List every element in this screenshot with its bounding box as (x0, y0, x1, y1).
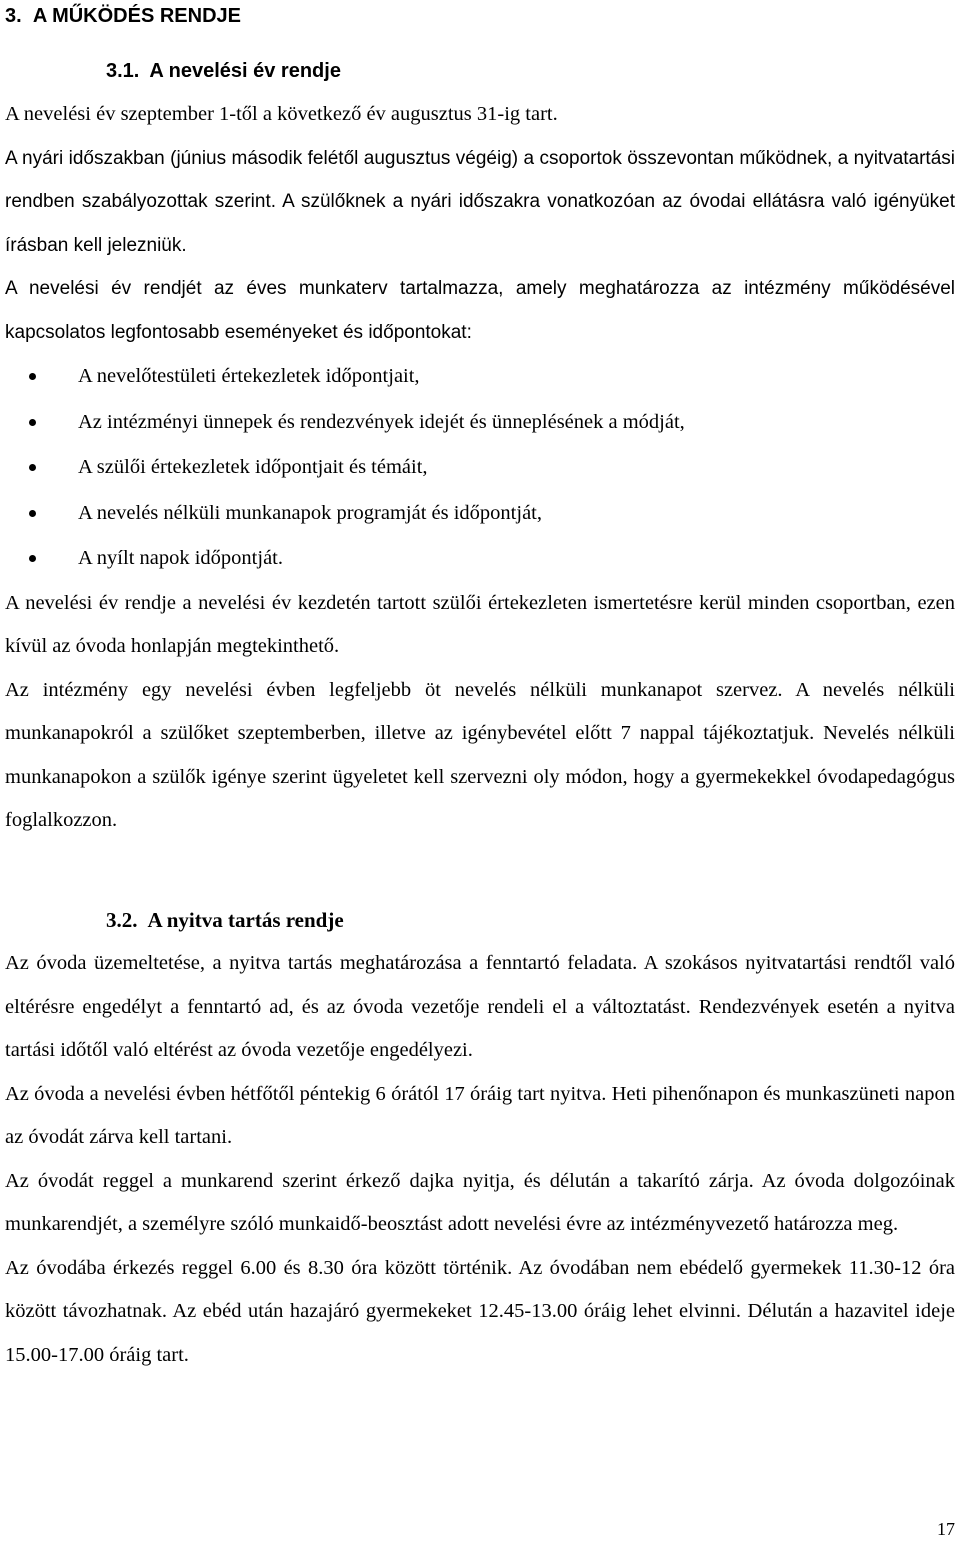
paragraph: A nevelési év szeptember 1-től a következő év augusztus 31-ig tart. (5, 103, 558, 125)
bullet-icon (29, 555, 36, 562)
list-item-text: Az intézményi ünnepek és rendezvények idejét és ünneplésének a módját, (78, 410, 685, 433)
bullet-icon (29, 373, 36, 380)
subsection-3-2-body (5, 942, 955, 1377)
paragraph: Az intézmény egy nevelési évben legfeljebb öt nevelés nélküli munkanapot szervez. A nevelés nélküli munkanapokról a szülőket szeptemberben, illetve az igénybevétel előtt 7 nappal tájékoztatjuk. Nevelés nélküli munkanapokon a szülők igénye szerint ügyeletet kell szervezni oly módon, hogy a gyermekekkel óvodapedagógus foglalkozzon. (5, 678, 955, 831)
section-number: 3. (5, 5, 22, 27)
paragraph: A nevelési év rendje a nevelési év kezdetén tartott szülői értekezleten ismertetésre kerül minden csoportban, ezen kívül az óvoda honlapján megtekinthető. (5, 591, 955, 657)
paragraph: A nyári időszakban (június második felétől augusztus végéig) a csoportok összevontan működnek, a nyitvatartási rendben szabályozottak szerint. A szülőknek a nyári időszakra vonatkozóan az óvodai ellátásra való igényüket írásban kell jelezniük. (5, 147, 955, 256)
subsection-3-1-body (5, 93, 955, 843)
paragraph: A nevelési év rendjét az éves munkaterv tartalmazza, amely meghatározza az intézmény működésével kapcsolatos legfontosabb eseményeket és időpontokat: (5, 278, 955, 343)
paragraph: Az óvoda a nevelési évben hétfőtől péntekig 6 órától 17 óráig tart nyitva. Heti pihenőnapon és munkaszüneti napon az óvodát zárva kell tartani. (5, 1082, 955, 1148)
paragraph: Az óvoda üzemeltetése, a nyitva tartás meghatározása a fenntartó feladata. A szokásos nyitvatartási rendtől való eltérésre engedélyt a fenntartó ad, és az óvoda vezetője rendeli el a változtatást. Rendezvények esetén a nyitva tartási időtől való eltérést az óvoda vezetője engedélyezi. (5, 952, 955, 1061)
list-item-text: A nevelés nélküli munkanapok programját és időpontját, (78, 501, 542, 524)
list-item-text: A nevelőtestületi értekezletek időpontjait, (78, 365, 420, 387)
paragraph: Az óvodába érkezés reggel 6.00 és 8.30 óra között történik. Az óvodában nem ebédelő gyermekek 11.30-12 óra között távozhatnak. Az ebéd után hazajáró gyermekeket 12.45-13.00 óráig lehet elvinni. Délután a hazavitel ideje 15.00-17.00 óráig tart. (5, 1256, 955, 1366)
bullet-list (5, 354, 955, 582)
subsection-title: A nevelési év rendje (149, 60, 341, 82)
section-heading (5, 2, 241, 30)
section-title: A MŰKÖDÉS RENDJE (32, 5, 241, 27)
subsection-number: 3.1. (106, 60, 140, 82)
bullet-icon (29, 510, 36, 517)
subsection-heading-3-2 (106, 906, 344, 934)
subsection-title: A nyitva tartás rendje (147, 908, 344, 932)
list-item (5, 354, 955, 400)
bullet-icon (29, 464, 36, 471)
list-item (5, 491, 955, 537)
list-item-text: A szülői értekezletek időpontjait és témáit, (78, 456, 428, 478)
paragraph: Az óvodát reggel a munkarend szerint érkező dajka nyitja, és délután a takarító zárja. Az óvoda dolgozóinak munkarendjét, a személyre szóló munkaidő-beosztást adott nevelési évre az intézményvezető határozza meg. (5, 1169, 955, 1235)
subsection-number: 3.2. (106, 908, 138, 932)
list-item-text: A nyílt napok időpontját. (78, 547, 283, 569)
subsection-heading-3-1 (106, 57, 341, 85)
list-item (5, 400, 955, 446)
list-item (5, 536, 955, 582)
list-item (5, 445, 955, 491)
bullet-icon (29, 419, 36, 426)
page-number: 17 (937, 1519, 955, 1539)
